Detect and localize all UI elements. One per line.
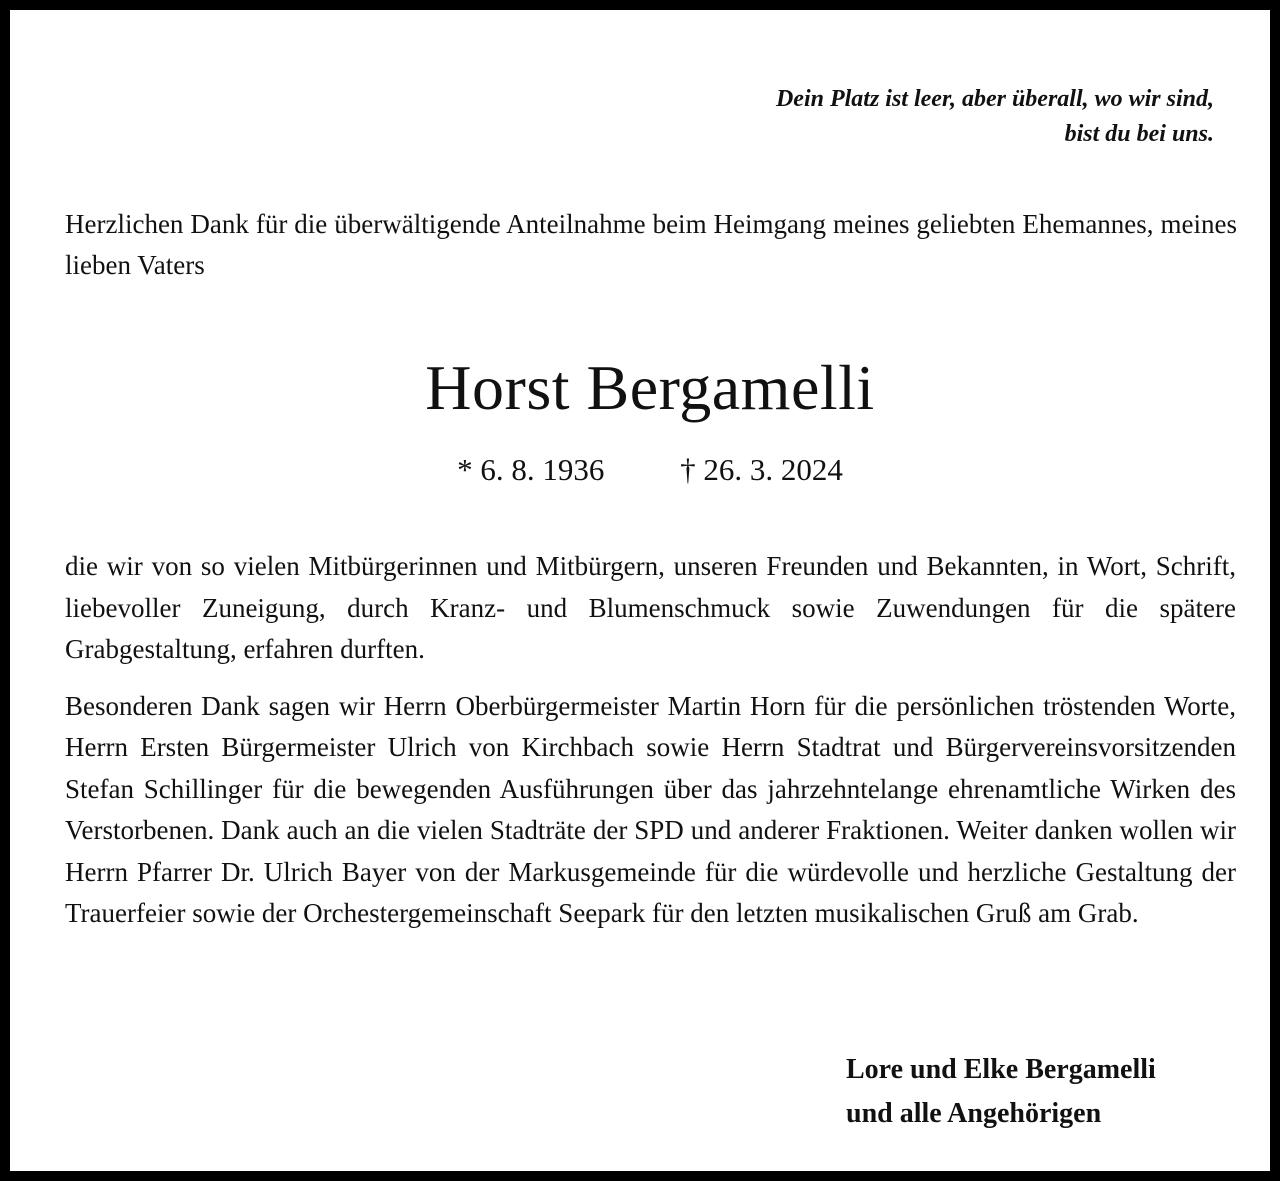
- death-date: † 26. 3. 2024: [680, 452, 843, 487]
- motto-line-1: Dein Platz ist leer, aber überall, wo wir sind,: [775, 86, 1214, 112]
- motto-line-2: bist du bei uns.: [1064, 121, 1214, 147]
- signature-line-1: Lore und Elke Bergamelli: [846, 1054, 1156, 1085]
- birth-date: * 6. 8. 1936: [457, 452, 605, 487]
- thanks-paragraph-1: die wir von so vielen Mitbürgerinnen und Mitbürgern, unseren Freunden und Bekannten, in Wort, Schrift, liebevoller Zuneigung, durch Kranz- und Blumenschmuck sowie Zuwendungen für die spätere Grabgestaltung, erfahren durften.: [65, 551, 1236, 664]
- signature: [846, 1048, 1246, 1136]
- life-dates: [10, 450, 1280, 490]
- signature-line-2: und alle Angehörigen: [846, 1098, 1102, 1129]
- thanks-body: [65, 546, 1236, 950]
- intro-text: Herzlichen Dank für die überwältigende Anteilnahme beim Heimgang meines geliebten Ehemannes, meines lieben Vaters: [65, 209, 1237, 280]
- deceased-name: Horst Bergamelli: [425, 352, 875, 423]
- motto-quote: [514, 82, 1214, 152]
- thanks-paragraph-2: Besonderen Dank sagen wir Herrn Oberbürgermeister Martin Horn für die persönlichen tröstenden Worte, Herrn Ersten Bürgermeister Ulrich von Kirchbach sowie Herrn Stadtrat und Bürgervereinsvorsitzenden Stefan Schillinger für die bewegenden Ausführungen über das jahrzehntelange ehrenamtliche Wirken des Verstorbenen. Dank auch an die vielen Stadträte der SPD und anderer Fraktionen. Weiter danken wollen wir Herrn Pfarrer Dr. Ulrich Bayer von der Markusgemeinde für die würdevolle und herzliche Gestaltung der Trauerfeier sowie der Orchestergemeinschaft Seepark für den letzten musikalischen Gruß am Grab.: [65, 690, 1236, 928]
